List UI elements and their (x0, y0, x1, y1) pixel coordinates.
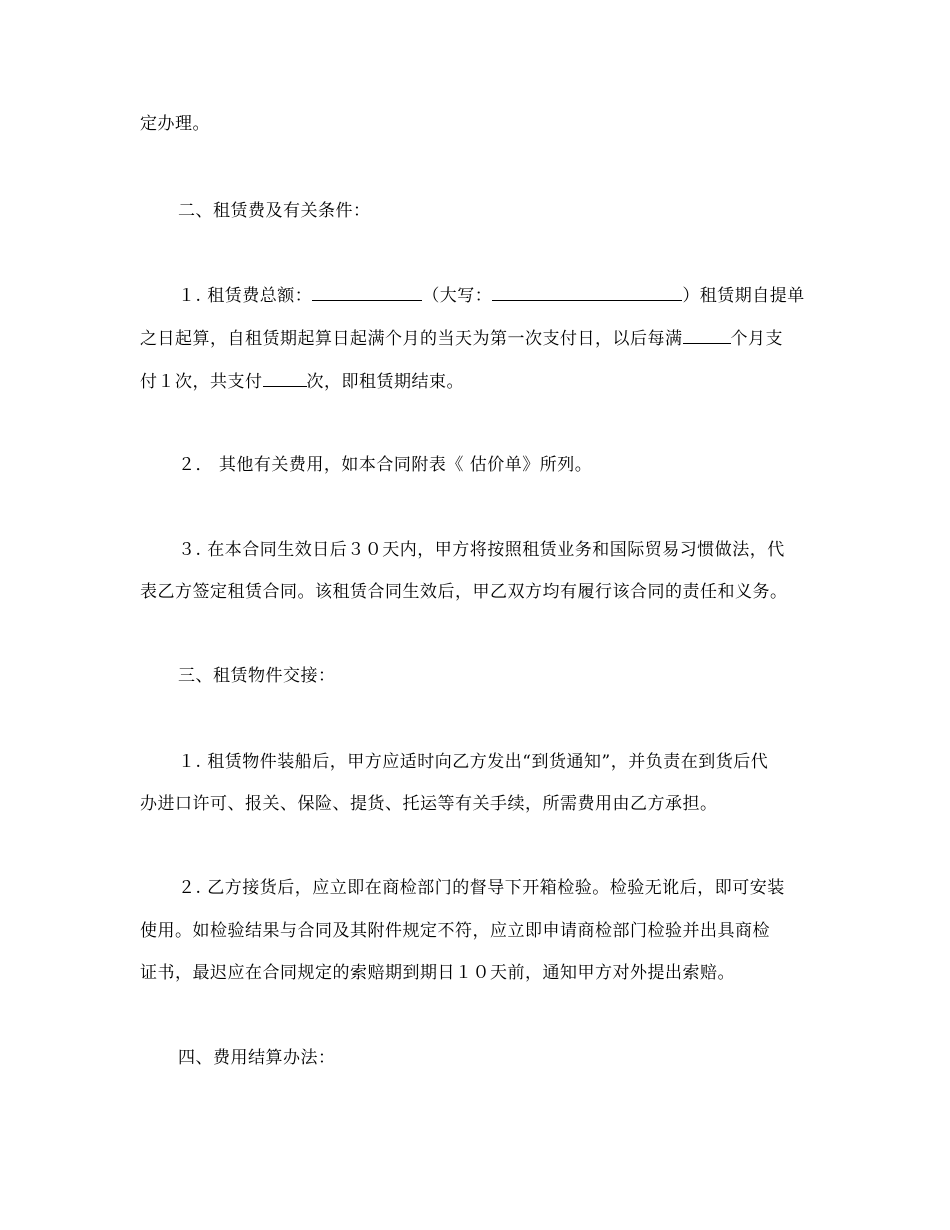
clause-text: （大写： (422, 286, 493, 306)
clause-text: ）租赁期自提单 (682, 286, 805, 306)
section-heading-4: 四、费用结算办法： (178, 1048, 336, 1068)
clause-3-2-line-3: 证书，最迟应在合同规定的索赔期到期日１０天前，通知甲方对外提出索赔。 (140, 963, 735, 983)
paragraph-tail: 定办理。 (140, 114, 210, 134)
clause-text: 付１次，共支付 (140, 372, 263, 392)
blank-months (683, 328, 731, 344)
blank-total-amount (312, 285, 422, 301)
clause-2-2: ２． 其他有关费用，如本合同附表《 估价单》所列。 (178, 455, 593, 475)
clause-text: 个月支 (730, 329, 783, 349)
clause-text: １. 租赁费总额： (178, 286, 313, 306)
clause-3-2-line-1: ２. 乙方接货后，应立即在商检部门的督导下开箱检验。检验无讹后，即可安装 (178, 878, 785, 898)
clause-2-3-line-1: ３. 在本合同生效日后３０天内，甲方将按照租赁业务和国际贸易习惯做法，代 (178, 540, 785, 560)
section-heading-3: 三、租赁物件交接： (178, 666, 336, 686)
clause-3-1-line-2: 办进口许可、报关、保险、提货、托运等有关手续，所需费用由乙方承担。 (140, 794, 718, 814)
blank-payment-count (263, 371, 307, 387)
blank-amount-in-words (492, 285, 682, 301)
clause-text: 次，即租赁期结束。 (306, 372, 464, 392)
clause-text: 之日起算，自租赁期起算日起满个月的当天为第一次支付日，以后每满 (140, 329, 683, 349)
clause-2-3-line-2: 表乙方签定租赁合同。该租赁合同生效后，甲乙双方均有履行该合同的责任和义务。 (140, 582, 788, 602)
clause-2-1-line-1 (178, 285, 805, 306)
clause-3-1-line-1: １. 租赁物件装船后，甲方应适时向乙方发出“到货通知”，并负责在到货后代 (178, 752, 769, 772)
section-heading-2: 二、租赁费及有关条件： (178, 201, 371, 221)
clause-2-1-line-2 (140, 328, 783, 349)
clause-3-2-line-2: 使用。如检验结果与合同及其附件规定不符，应立即申请商检部门检验并出具商检 (140, 921, 770, 941)
clause-2-1-line-3 (140, 371, 464, 392)
